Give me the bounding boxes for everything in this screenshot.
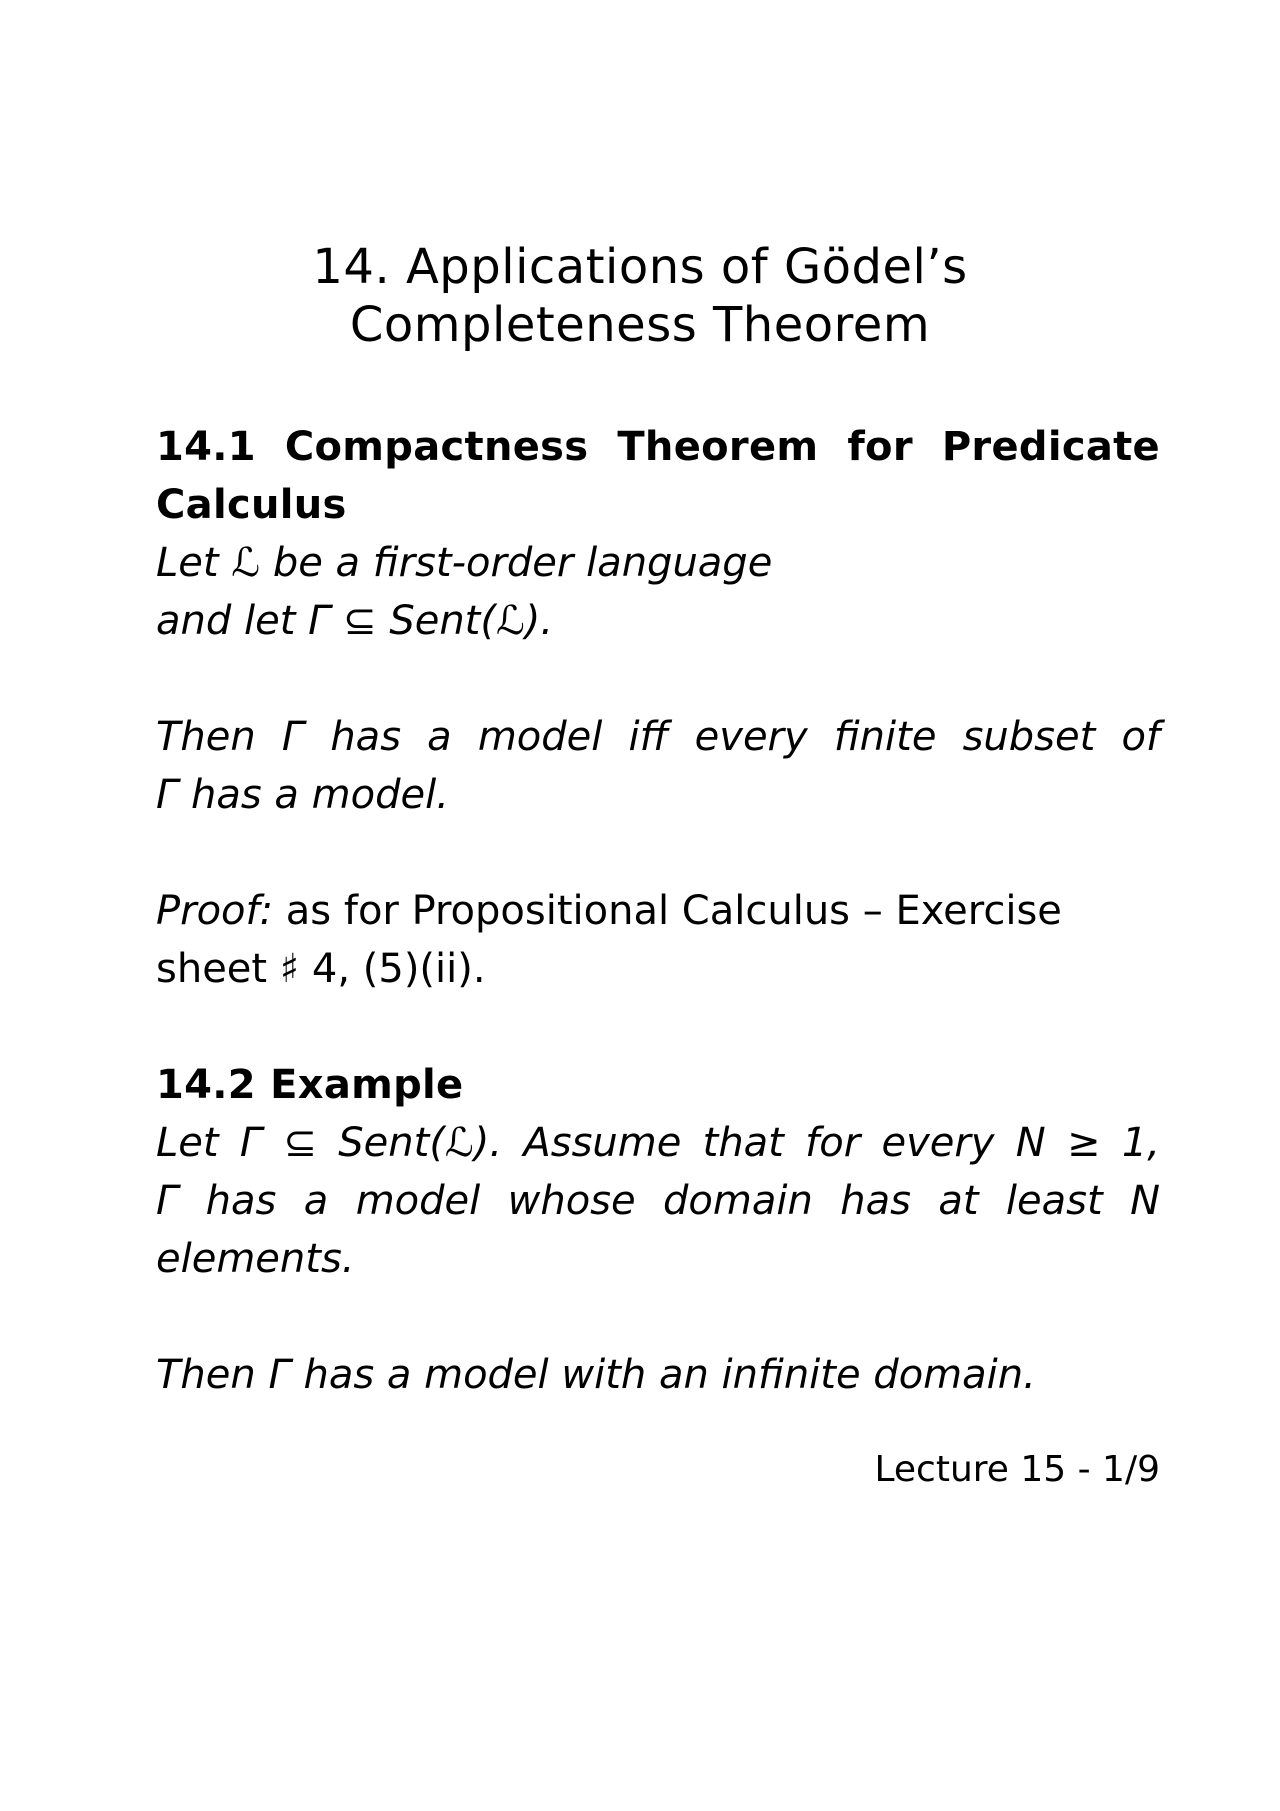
example-line-3: elements.	[156, 1236, 355, 1282]
proof-text-1: as for Propositional Calculus – Exercise	[273, 888, 1062, 934]
proof-line-1	[156, 882, 1160, 940]
statement-line-2: and let Γ ⊆ Sent(ℒ).	[156, 598, 554, 644]
section-14-2-statement	[156, 1114, 1160, 1288]
section-14-1-heading-line-2: Calculus	[156, 482, 347, 528]
section-14-1-heading-line-1: 14.1 Compactness Theorem for Predicate	[156, 424, 1160, 470]
section-14-1-conclusion	[156, 708, 1160, 824]
title-line-1: 14. Applications of Gödel’s	[312, 239, 968, 295]
section-14-2-heading	[156, 1056, 1160, 1114]
conclusion-line-1: Then Γ has a model iff every finite subset of	[156, 714, 1160, 760]
proof-label: Proof:	[156, 888, 274, 934]
example-line-1: Let Γ ⊆ Sent(ℒ). Assume that for every N ≥ 1,	[156, 1120, 1160, 1166]
page-title	[0, 238, 1280, 354]
section-14-1-heading	[156, 418, 1160, 534]
page-footer: Lecture 15 - 1/9	[874, 1449, 1160, 1490]
example-conclusion: Then Γ has a model with an infinite domain.	[156, 1352, 1036, 1398]
section-14-2-conclusion	[156, 1346, 1160, 1404]
section-14-1-statement	[156, 534, 1160, 650]
section-14-1-proof	[156, 882, 1160, 998]
example-line-2: Γ has a model whose domain has at least N	[156, 1178, 1160, 1224]
conclusion-line-2: Γ has a model.	[156, 772, 449, 818]
section-14-2-heading-text: 14.2 Example	[156, 1062, 464, 1108]
statement-line-1: Let ℒ be a first-order language	[156, 540, 773, 586]
proof-line-2: sheet ♯ 4, (5)(ii).	[156, 946, 486, 992]
title-line-2: Completeness Theorem	[349, 297, 931, 353]
